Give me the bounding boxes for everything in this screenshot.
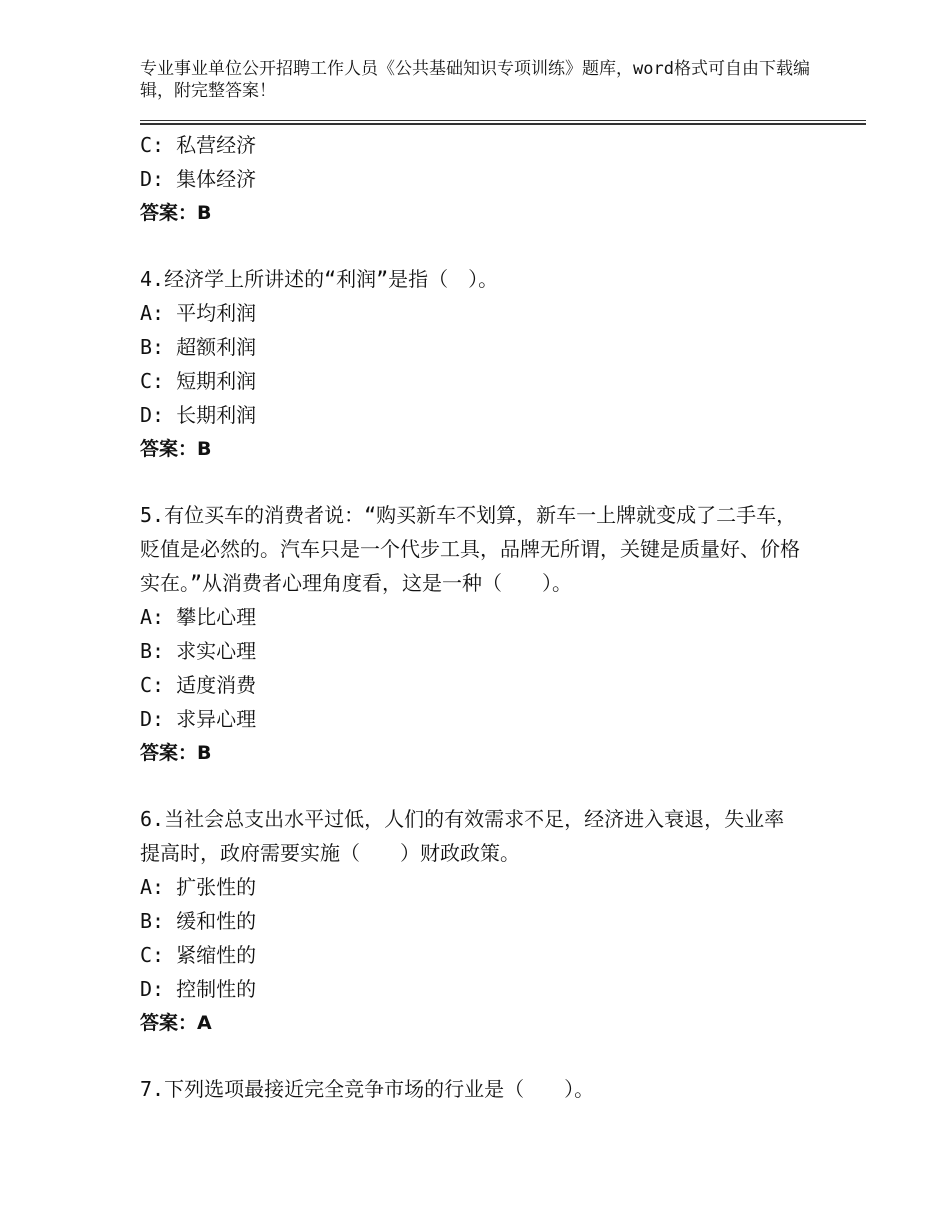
option-label: C:	[140, 943, 165, 967]
answer: 答案：A	[140, 1012, 212, 1034]
option-text: 短期利润	[176, 369, 257, 393]
option-label: C:	[140, 369, 165, 393]
option-label: C:	[140, 673, 165, 697]
answer: 答案：B	[140, 438, 212, 460]
option-d	[140, 162, 820, 196]
option-d	[140, 398, 820, 432]
option-text: 紧缩性的	[176, 943, 257, 967]
option-label: B:	[140, 909, 165, 933]
option-c	[140, 364, 820, 398]
option-label: B:	[140, 639, 165, 663]
option-a	[140, 296, 820, 330]
option-text: 平均利润	[176, 301, 257, 325]
option-text: 求实心理	[176, 639, 257, 663]
question-stem: 6.当社会总支出水平过低，人们的有效需求不足，经济进入衰退，失业率提高时，政府需要实施（ ）财政政策。	[140, 807, 785, 865]
option-text: 缓和性的	[176, 909, 257, 933]
option-b	[140, 904, 820, 938]
question-stem: 7.下列选项最接近完全竞争市场的行业是（ ）。	[140, 1077, 595, 1101]
answer: 答案：B	[140, 202, 212, 224]
option-d	[140, 972, 820, 1006]
question-stem: 5.有位买车的消费者说：“购买新车不划算，新车一上牌就变成了二手车，贬值是必然的。汽车只是一个代步工具，品牌无所谓，关键是质量好、价格实在。”从消费者心理角度看，这是一种（ ）。	[140, 503, 800, 595]
option-text: 超额利润	[176, 335, 257, 359]
option-c	[140, 128, 820, 162]
page-header: 专业事业单位公开招聘工作人员《公共基础知识专项训练》题库，word格式可自由下载编辑，附完整答案！	[140, 59, 810, 101]
option-label: A:	[140, 605, 165, 629]
option-label: C:	[140, 133, 165, 157]
option-a	[140, 600, 820, 634]
option-c	[140, 938, 820, 972]
header-divider	[140, 120, 866, 125]
option-b	[140, 634, 820, 668]
option-label: A:	[140, 301, 165, 325]
option-label: D:	[140, 977, 165, 1001]
option-text: 控制性的	[176, 977, 257, 1001]
option-c	[140, 668, 820, 702]
option-text: 长期利润	[176, 403, 257, 427]
option-text: 求异心理	[176, 707, 257, 731]
option-text: 集体经济	[176, 167, 257, 191]
question-stem: 4.经济学上所讲述的“利润”是指（ ）。	[140, 267, 499, 291]
option-label: D:	[140, 707, 165, 731]
option-a	[140, 870, 820, 904]
option-d	[140, 702, 820, 736]
question-list	[140, 128, 820, 1106]
option-text: 扩张性的	[176, 875, 257, 899]
option-text: 攀比心理	[176, 605, 257, 629]
option-label: B:	[140, 335, 165, 359]
option-text: 私营经济	[176, 133, 257, 157]
option-label: D:	[140, 167, 165, 191]
option-label: A:	[140, 875, 165, 899]
option-text: 适度消费	[176, 673, 257, 697]
answer: 答案：B	[140, 742, 212, 764]
option-b	[140, 330, 820, 364]
option-label: D:	[140, 403, 165, 427]
